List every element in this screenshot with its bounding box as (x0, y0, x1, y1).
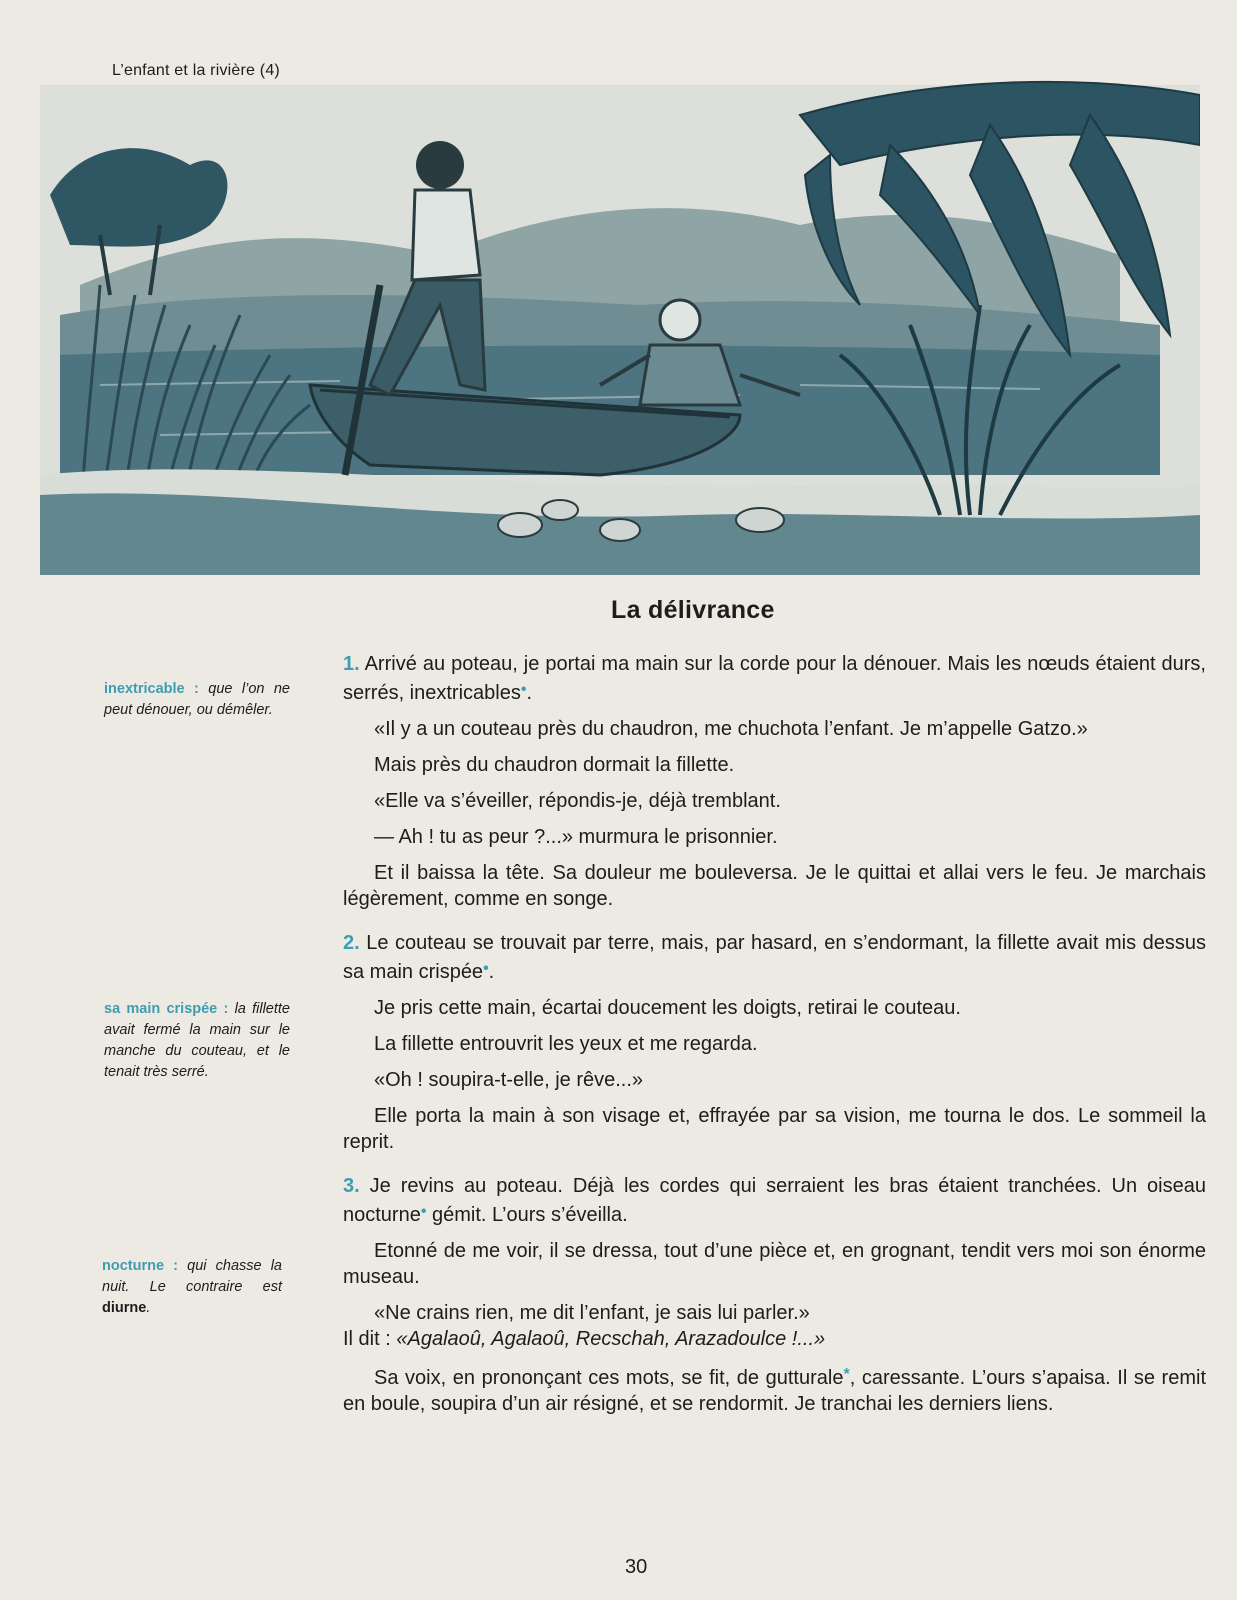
section-number: 2. (343, 932, 360, 954)
glossary-term: inextricable : (104, 681, 199, 697)
section-1-lead: 1. Arrivé au poteau, je portai ma main sur la corde pour la dénouer. Mais les nœuds étaient durs, serrés, inextricables•. (343, 653, 1206, 704)
paragraph: «Oh ! soupira-t-elle, je rêve...» (374, 1069, 644, 1091)
paragraph: Il dit : «Agalaoû, Agalaoû, Recschah, Arazadoulce !...» (343, 1328, 826, 1350)
glossary-term: sa main crispée : (104, 1001, 229, 1017)
glossary-definition: que l’on ne peut dénouer, ou démêler. (104, 681, 290, 718)
glossary-note-nocturne (102, 1256, 282, 1319)
section-3-lead: 3. Je revins au poteau. Déjà les cordes qui serraient les bras étaient tranchées. Un oiseau nocturne• gémit. L’ours s’éveilla. (343, 1175, 1206, 1226)
glossary-marker: • (483, 960, 489, 977)
story-text (343, 651, 1206, 1427)
glossary-marker: • (520, 681, 527, 698)
glossary-definition-end: . (146, 1300, 151, 1316)
paragraph: «Elle va s’éveiller, répondis-je, déjà tremblant. (374, 790, 781, 812)
paragraph: La fillette entrouvrit les yeux et me regarda. (374, 1033, 758, 1055)
paragraph: Je pris cette main, écartai doucement les doigts, retirai le couteau. (374, 997, 961, 1019)
paragraph: — Ah ! tu as peur ?...» murmura le prisonnier. (374, 826, 778, 848)
section-number: 3. (343, 1175, 360, 1197)
paragraph: Elle porta la main à son visage et, effrayée par sa vision, me tourna le dos. Le sommeil la reprit. (343, 1105, 1206, 1153)
paragraph: Et il baissa la tête. Sa douleur me bouleversa. Je le quittai et allai vers le feu. Je marchais légèrement, comme en songe. (343, 862, 1206, 910)
river-boat-illustration (40, 55, 1200, 575)
glossary-term: nocturne : (102, 1258, 178, 1274)
glossary-marker: * (843, 1366, 850, 1383)
paragraph: Etonné de me voir, il se dressa, tout d’une pièce et, en grognant, tendit vers moi son énorme museau. (343, 1240, 1206, 1288)
glossary-note-inextricable (104, 679, 290, 721)
chapter-header: L’enfant et la rivière (4) (112, 62, 280, 79)
section-2-lead: 2. Le couteau se trouvait par terre, mais, par hasard, en s’endormant, la fillette avait mis dessus sa main crispée•. (343, 932, 1207, 983)
page-number: 30 (625, 1556, 648, 1578)
lesson-title: La délivrance (611, 596, 775, 624)
glossary-marker: • (420, 1203, 427, 1220)
bear-incantation: «Agalaoû, Agalaoû, Recschah, Arazadoulce !...» (396, 1328, 826, 1350)
paragraph: «Il y a un couteau près du chaudron, me chuchota l’enfant. Je m’appelle Gatzo.» (374, 718, 1088, 740)
glossary-note-main-crispee (104, 999, 290, 1083)
glossary-definition-bold: diurne (102, 1300, 147, 1316)
glossary-definition: la fillette avait fermé la main sur le manche du couteau, et le tenait très serré. (104, 1001, 290, 1080)
glossary-definition: qui chasse la nuit. Le contraire est (102, 1258, 282, 1295)
paragraph: Mais près du chaudron dormait la fillette. (374, 754, 735, 776)
section-number: 1. (343, 653, 360, 675)
paragraph: «Ne crains rien, me dit l’enfant, je sais lui parler.» (374, 1302, 810, 1324)
paragraph: Sa voix, en prononçant ces mots, se fit, de gutturale*, caressante. L’ours s’apaisa. Il se remit en boule, soupira d’un air résigné, et se rendormit. Je tranchai les derniers liens. (343, 1366, 1206, 1415)
